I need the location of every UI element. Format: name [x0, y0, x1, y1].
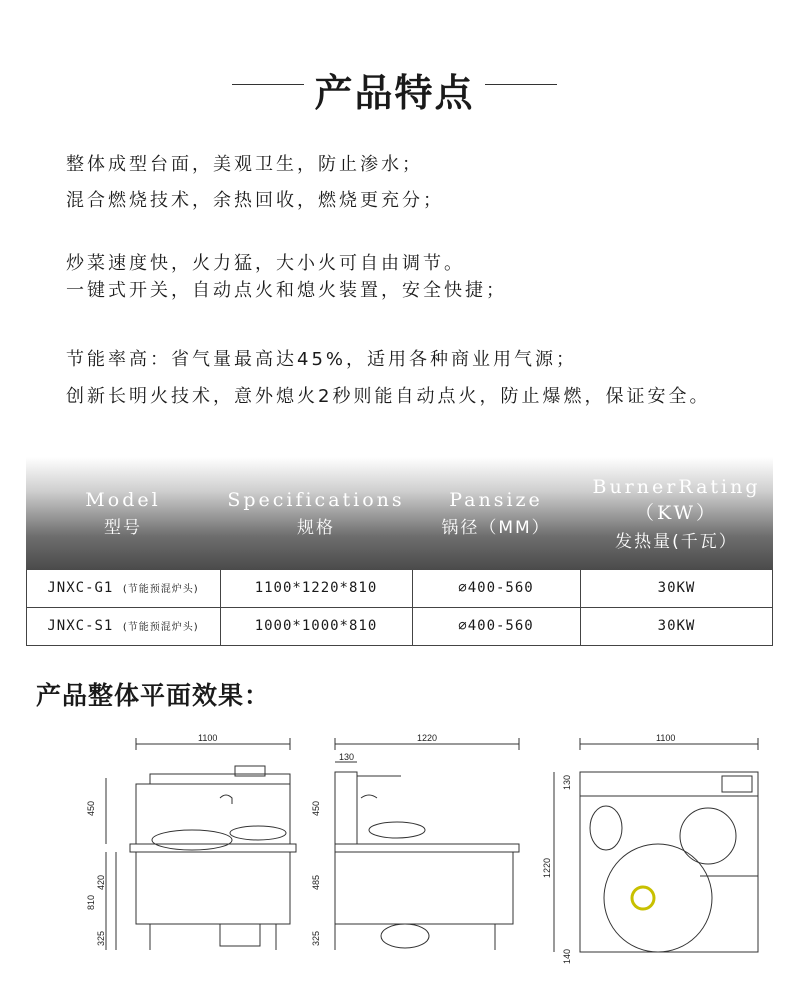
- front-h-bottom-label: 325: [96, 930, 106, 946]
- front-h-mid-label: 420: [96, 874, 106, 890]
- model-code: JNXC-G1: [47, 580, 114, 596]
- side-h-mid-label: 485: [311, 874, 321, 890]
- top-depth-top-label: 130: [562, 774, 572, 790]
- table-border-right: [772, 570, 773, 646]
- section-header: [0, 60, 800, 115]
- top-depth-bottom-label: 140: [562, 948, 572, 964]
- burner-ring-icon: [632, 887, 654, 909]
- header-burner-rating: [580, 457, 773, 570]
- front-view-drawing: [80, 728, 300, 978]
- model-note: (节能预混炉头): [122, 622, 199, 633]
- header-pansize: [412, 457, 580, 570]
- side-h-bottom-label: 325: [311, 930, 321, 946]
- cell-kw: 30KW: [657, 580, 696, 596]
- header-pansize-en: Pansize: [449, 489, 543, 511]
- side-width-label: 1220: [417, 733, 438, 743]
- header-pansize-cn: 锅径（MM）: [441, 518, 551, 538]
- table-row: [26, 608, 773, 646]
- cell-spec: 1000*1000*810: [254, 618, 378, 634]
- cell-kw: 30KW: [657, 618, 696, 634]
- header-spec-cn: 规格: [297, 518, 335, 538]
- header-model-cn: 型号: [104, 518, 142, 538]
- side-h-top-small-label: 130: [339, 752, 355, 762]
- table-divider: [580, 570, 581, 646]
- side-view-drawing: [305, 728, 525, 978]
- cell-model: [26, 608, 220, 645]
- table-border-left: [26, 570, 27, 646]
- title-rule-right: [485, 84, 557, 85]
- model-code: JNXC-S1: [47, 618, 114, 634]
- model-note: (节能预混炉头): [122, 584, 199, 595]
- side-h-top-label: 450: [311, 800, 321, 816]
- top-depth-label: 1220: [542, 857, 552, 878]
- feature-line-1: 整体成型台面，美观卫生，防止渗水；: [66, 154, 423, 175]
- cell-model: [26, 570, 220, 607]
- top-width-label: 1100: [656, 733, 676, 743]
- top-view-drawing: [540, 728, 780, 978]
- plan-title: 产品整体平面效果：: [36, 681, 271, 710]
- cell-pansize: ∅400-560: [458, 618, 534, 634]
- cell-pansize: ∅400-560: [458, 580, 534, 596]
- header-burner-cn: 发热量(千瓦）: [615, 531, 738, 552]
- header-burner-en: BurnerRating: [592, 475, 761, 498]
- feature-line-5: 节能率高：省气量最高达45%，适用各种商业用气源；: [66, 349, 578, 370]
- title-rule-left: [232, 84, 304, 85]
- feature-line-3: 炒菜速度快，火力猛，大小火可自由调节。: [66, 253, 465, 274]
- header-model-en: Model: [85, 489, 161, 511]
- table-divider: [220, 570, 221, 646]
- cell-spec: 1100*1220*810: [254, 580, 378, 596]
- header-burner-unit: （KW）: [634, 501, 719, 524]
- front-h-top-label: 450: [86, 800, 96, 816]
- feature-line-2: 混合燃烧技术，余热回收，燃烧更充分；: [66, 190, 444, 211]
- header-specifications: [220, 457, 412, 570]
- table-row: [26, 570, 773, 608]
- feature-line-6: 创新长明火技术，意外熄火2秒则能自动点火，防止爆燃，保证安全。: [66, 386, 711, 407]
- front-h-total-label: 810: [86, 894, 96, 910]
- table-divider: [412, 570, 413, 646]
- header-spec-en: Specifications: [227, 489, 405, 511]
- front-width-label: 1100: [198, 733, 218, 743]
- feature-line-4: 一键式开关，自动点火和熄火装置，安全快捷；: [66, 280, 507, 301]
- page-title: 产品特点: [314, 71, 475, 115]
- header-model: [26, 457, 220, 570]
